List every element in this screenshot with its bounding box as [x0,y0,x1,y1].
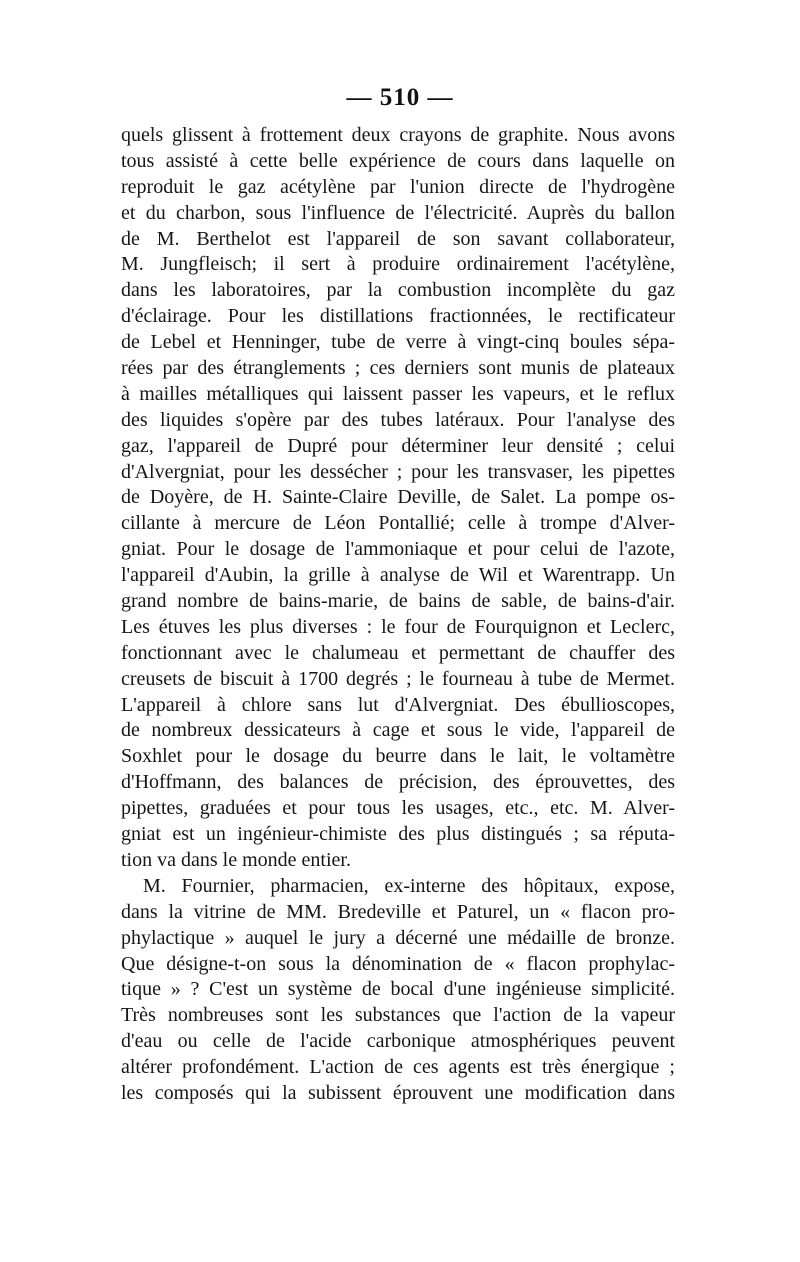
page-number: — 510 — [346,84,454,111]
text-line-paragraph-start: M. Fournier, pharmacien, ex-interne des hôpitaux, expose, [143,874,675,897]
text-line: tous assisté à cette belle expérience de cours dans laquelle on [121,149,675,172]
text-line: pipettes, graduées et pour tous les usages, etc., etc. M. Alver- [121,797,675,820]
text-line: fonctionnant avec le chalumeau et permettant de chauffer des [121,641,675,664]
text-line: phylactique » auquel le jury a décerné une médaille de bronze. [121,926,675,949]
text-line: dans la vitrine de MM. Bredeville et Paturel, un « flacon pro- [121,900,675,923]
text-line: gaz, l'appareil de Dupré pour déterminer leur densité ; celui [121,434,675,457]
text-line: de Lebel et Henninger, tube de verre à vingt-cinq boules sépa- [121,331,675,354]
text-line: et du charbon, sous l'influence de l'électricité. Auprès du ballon [121,201,675,224]
text-line: gniat. Pour le dosage de l'ammoniaque et pour celui de l'azote, [121,538,675,561]
text-line: d'Hoffmann, des balances de précision, des éprouvettes, des [121,771,675,794]
text-line: de Doyère, de H. Sainte-Claire Deville, de Salet. La pompe os- [121,486,675,509]
text-line: des liquides s'opère par des tubes latéraux. Pour l'analyse des [121,408,675,431]
text-line: creusets de biscuit à 1700 degrés ; le fourneau à tube de Mermet. [121,667,675,690]
text-line: tique » ? C'est un système de bocal d'une ingénieuse simplicité. [121,978,675,1001]
text-line-paragraph-end: tion va dans le monde entier. [121,848,351,871]
text-line: reproduit le gaz acétylène par l'union directe de l'hydrogène [121,175,675,198]
text-line: d'Alvergniat, pour les dessécher ; pour les transvaser, les pipettes [121,460,675,483]
text-line: L'appareil à chlore sans lut d'Alvergniat. Des ébullioscopes, [121,693,675,716]
text-line: quels glissent à frottement deux crayons de graphite. Nous avons [121,124,675,146]
text-line: altérer profondément. L'action de ces agents est très énergique ; [121,1056,675,1079]
text-line: Les étuves les plus diverses : le four de Fourquignon et Leclerc, [121,615,675,638]
text-line: à mailles métalliques qui laissent passer les vapeurs, et le reflux [121,382,675,405]
text-line: cillante à mercure de Léon Pontallié; celle à trompe d'Alver- [121,512,675,535]
text-line: dans les laboratoires, par la combustion incomplète du gaz [121,279,675,302]
text-line: d'eau ou celle de l'acide carbonique atmosphériques peuvent [121,1030,675,1053]
text-line: M. Jungfleisch; il sert à produire ordinairement l'acétylène, [121,253,675,276]
text-line: Très nombreuses sont les substances que l'action de la vapeur [121,1004,675,1027]
text-line: les composés qui la subissent éprouvent une modification dans [121,1081,675,1104]
text-line: grand nombre de bains-marie, de bains de sable, de bains-d'air. [121,590,675,613]
text-line: de nombreux dessicateurs à cage et sous le vide, l'appareil de [121,719,675,742]
text-line: d'éclairage. Pour les distillations fractionnées, le rectificateur [121,305,675,328]
text-line: l'appareil d'Aubin, la grille à analyse de Wil et Warentrapp. Un [121,564,675,587]
text-line: de M. Berthelot est l'appareil de son savant collaborateur, [121,227,675,250]
text-line: rées par des étranglements ; ces derniers sont munis de plateaux [121,357,675,380]
body-text [121,123,675,1107]
text-line: Soxhlet pour le dosage du beurre dans le lait, le voltamètre [121,745,675,768]
text-line: gniat est un ingénieur-chimiste des plus distingués ; sa réputa- [121,823,675,846]
text-line: Que désigne-t-on sous la dénomination de « flacon prophylac- [121,952,675,975]
